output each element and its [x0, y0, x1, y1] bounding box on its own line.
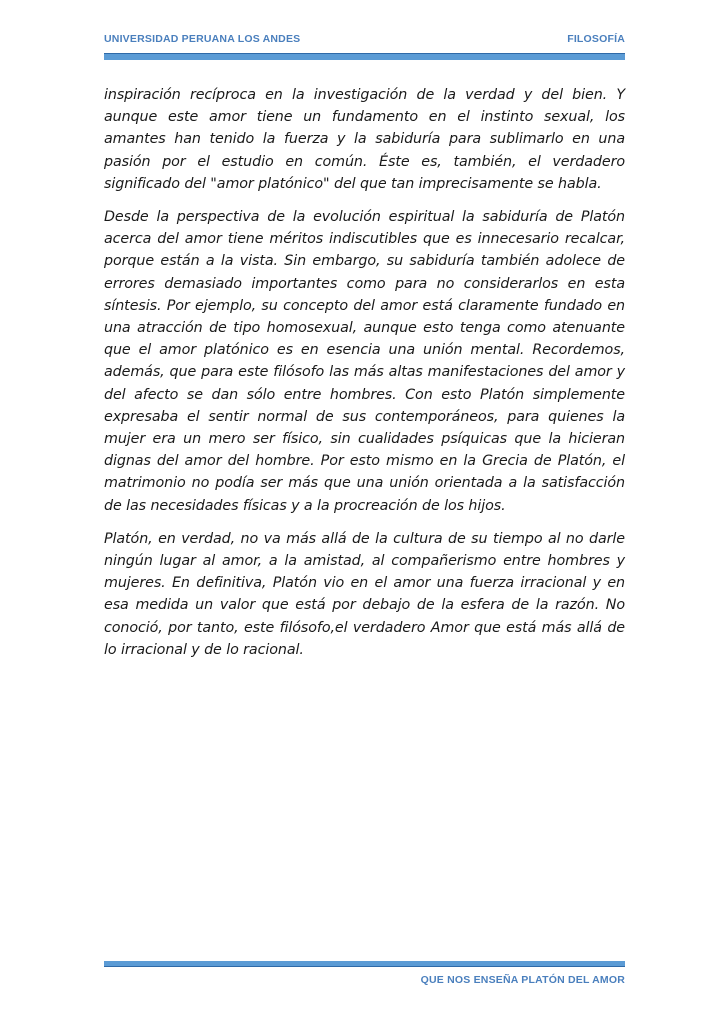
header-divider [104, 53, 625, 60]
footer-title: QUE NOS ENSEÑA PLATÓN DEL AMOR [420, 974, 625, 986]
header-institution: UNIVERSIDAD PERUANA LOS ANDES [104, 33, 301, 45]
body-paragraph-1: inspiración recíproca en la investigación de la verdad y del bien. Y aunque este amor tiene un fundamento en el instinto sexual, los amantes han tenido la fuerza y la sabiduría para sublimarlo en una pasión por el estudio en común. Éste es, también, el verdadero significado del "amor platónico" del que tan imprecisamente se habla. [104, 87, 625, 192]
header-subject: FILOSOFÍA [567, 33, 625, 45]
page-header [104, 33, 625, 53]
body-paragraph-3: Platón, en verdad, no va más allá de la cultura de su tiempo al no darle ningún lugar al amor, a la amistad, al compañerismo entre hombres y mujeres. En definitiva, Platón vio en el amor una fuerza irracional y en esa medida un valor que está por debajo de la esfera de la razón. No conoció, por tanto, este filósofo,el verdadero Amor que está más allá de lo irracional y de lo racional. [104, 530, 625, 658]
footer-divider [104, 961, 625, 967]
body-paragraph-2: Desde la perspectiva de la evolución espiritual la sabiduría de Platón acerca del amor tiene méritos indiscutibles que es innecesario recalcar, porque están a la vista. Sin embargo, su sabiduría también adolece de errores demasiado importantes como para no considerarlos en esta síntesis. Por ejemplo, su concepto del amor está claramente fundado en una atracción de tipo homosexual, aunque esto tenga como atenuante que el amor platónico es en esencia una unión mental. Recordemos, además, que para este filósofo las más altas manifestaciones del amor y del afecto se dan sólo entre hombres. Con esto Platón simplemente expresaba el sentir normal de sus contemporáneos, para quienes la mujer era un mero ser físico, sin cualidades psíquicas que la hicieran dignas del amor del hombre. Por esto mismo en la Grecia de Platón, el matrimonio no podía ser más que una unión orientada a la satisfacción de las necesidades físicas y a la procreación de los hijos. [104, 209, 625, 514]
page-body [104, 84, 625, 672]
